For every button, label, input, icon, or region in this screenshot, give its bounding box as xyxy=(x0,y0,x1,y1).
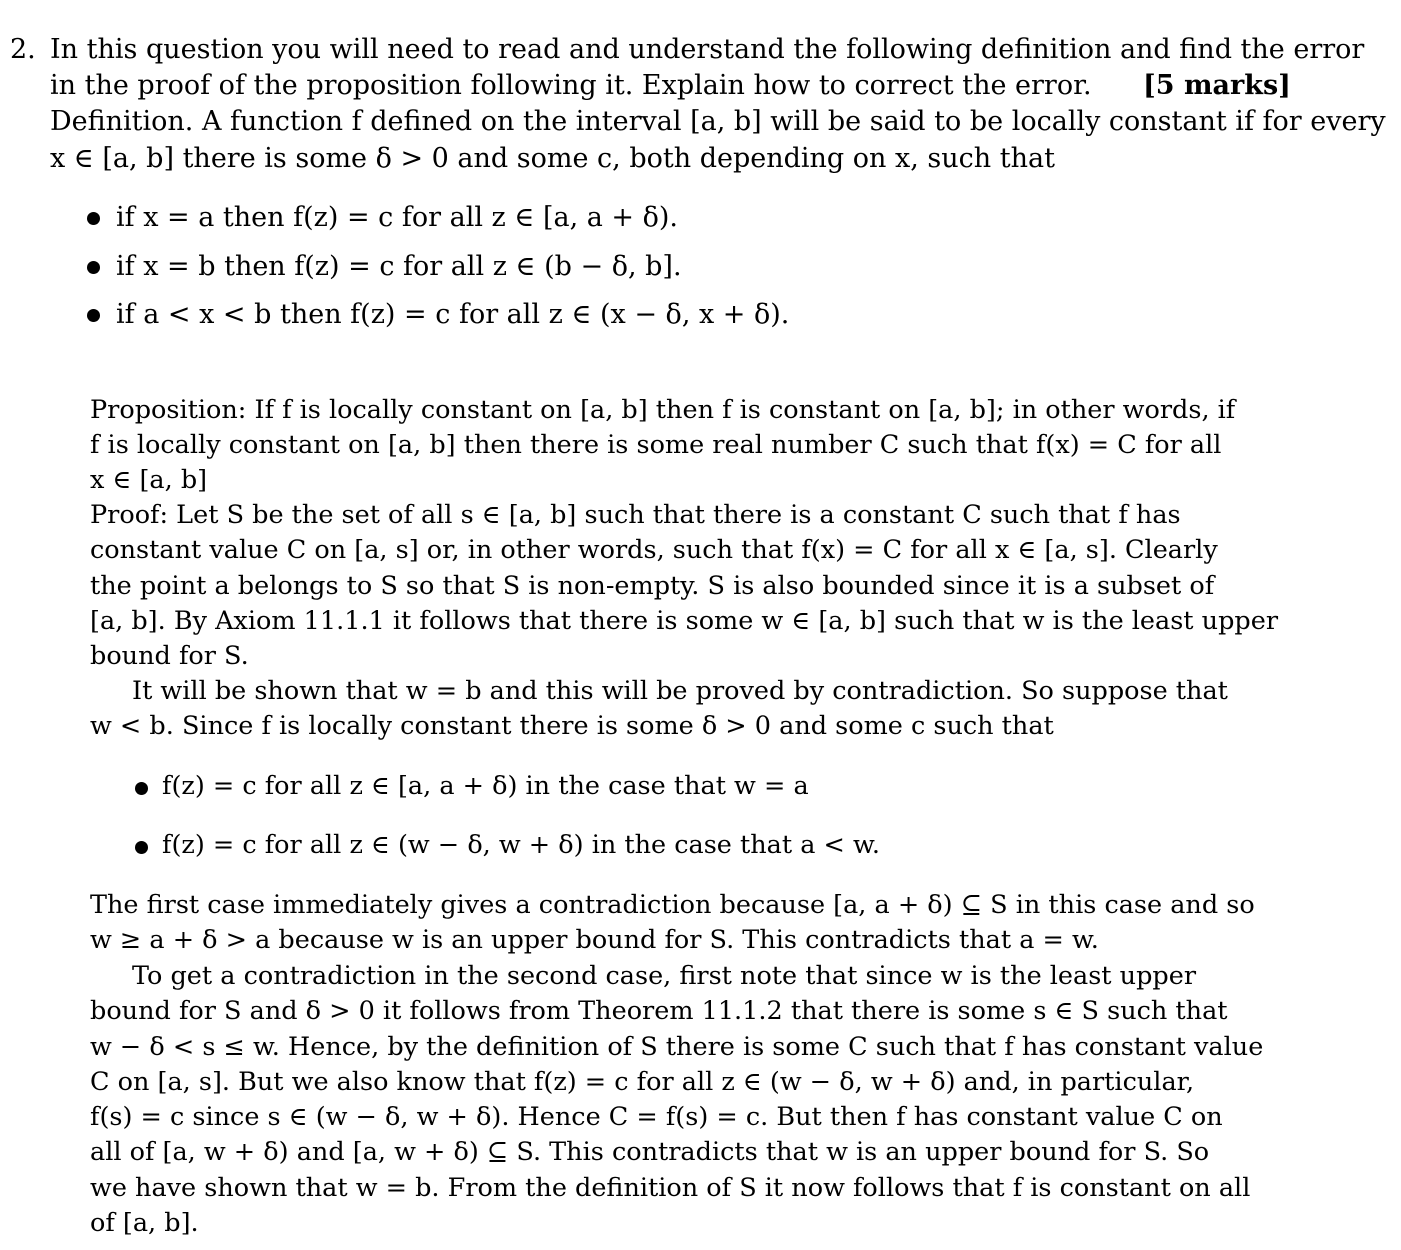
proof-p1-line-4: [a, b]. By Axiom 11.1.1 it follows that there is some w ∈ [a, b] such that w is the least upper xyxy=(90,606,1279,636)
proposition-line-3: x ∈ [a, b] xyxy=(90,465,208,495)
proof-p1-line-3: the point a belongs to S so that S is non-empty. S is also bounded since it is a subset of xyxy=(90,571,1215,601)
proposition-line-1: Proposition: If f is locally constant on [a, b] then f is constant on [a, b]; in other words, if xyxy=(90,395,1236,425)
definition-bullet-3: if a < x < b then f(z) = c for all z ∈ (x − δ, x + δ). xyxy=(116,299,790,330)
question-intro-line-1: In this question you will need to read and understand the following definition and find the error xyxy=(50,34,1365,65)
proof-p4-line-2: bound for S and δ > 0 it follows from Theorem 11.1.2 that there is some s ∈ S such that xyxy=(90,996,1228,1026)
definition-line-2: x ∈ [a, b] there is some δ > 0 and some c, both depending on x, such that xyxy=(50,143,1055,174)
definition-bullet-2: if x = b then f(z) = c for all z ∈ (b − δ, b]. xyxy=(116,251,682,282)
bullet-icon xyxy=(87,212,100,225)
bullet-icon xyxy=(87,261,100,274)
bullet-icon xyxy=(135,841,148,854)
proof-p3-line-2: w ≥ a + δ > a because w is an upper bound for S. This contradicts that a = w. xyxy=(90,925,1099,955)
proof-p1-line-1: Proof: Let S be the set of all s ∈ [a, b] such that there is a constant C such that f has xyxy=(90,500,1181,530)
proof-p3-line-1: The first case immediately gives a contradiction because [a, a + δ) ⊆ S in this case and so xyxy=(90,890,1255,920)
bullet-icon xyxy=(87,309,100,322)
proposition-line-2: f is locally constant on [a, b] then there is some real number C such that f(x) = C for all xyxy=(90,430,1222,460)
proof-p4-line-1: To get a contradiction in the second case, first note that since w is the least upper xyxy=(132,961,1197,991)
bullet-icon xyxy=(135,782,148,795)
question-intro-line-2: in the proof of the proposition following it. Explain how to correct the error. xyxy=(50,70,1092,101)
question-number: 2. xyxy=(10,34,36,65)
proof-p2-line-1: It will be shown that w = b and this will be proved by contradiction. So suppose that xyxy=(132,676,1228,706)
proof-p1-line-5: bound for S. xyxy=(90,641,249,671)
proof-p4-line-8: of [a, b]. xyxy=(90,1208,199,1238)
proof-bullet-2: f(z) = c for all z ∈ (w − δ, w + δ) in the case that a < w. xyxy=(162,830,880,860)
proof-p4-line-6: all of [a, w + δ) and [a, w + δ) ⊆ S. This contradicts that w is an upper bound for S. So xyxy=(90,1137,1210,1167)
definition-line-1: Definition. A function f defined on the interval [a, b] will be said to be locally constant if for every xyxy=(50,106,1386,137)
proof-p4-line-4: C on [a, s]. But we also know that f(z) = c for all z ∈ (w − δ, w + δ) and, in particular, xyxy=(90,1067,1195,1097)
proof-p4-line-5: f(s) = c since s ∈ (w − δ, w + δ). Hence C = f(s) = c. But then f has constant value C on xyxy=(90,1102,1223,1132)
proof-bullet-1: f(z) = c for all z ∈ [a, a + δ) in the case that w = a xyxy=(162,771,809,801)
proof-p2-line-2: w < b. Since f is locally constant there is some δ > 0 and some c such that xyxy=(90,711,1054,741)
proof-p4-line-3: w − δ < s ≤ w. Hence, by the definition of S there is some C such that f has constant value xyxy=(90,1032,1264,1062)
proof-p1-line-2: constant value C on [a, s] or, in other words, such that f(x) = C for all x ∈ [a, s]. Clearly xyxy=(90,535,1218,565)
definition-bullet-1: if x = a then f(z) = c for all z ∈ [a, a + δ). xyxy=(116,202,678,233)
marks-label: [5 marks] xyxy=(1143,70,1291,101)
proof-p4-line-7: we have shown that w = b. From the definition of S it now follows that f is constant on all xyxy=(90,1173,1251,1203)
